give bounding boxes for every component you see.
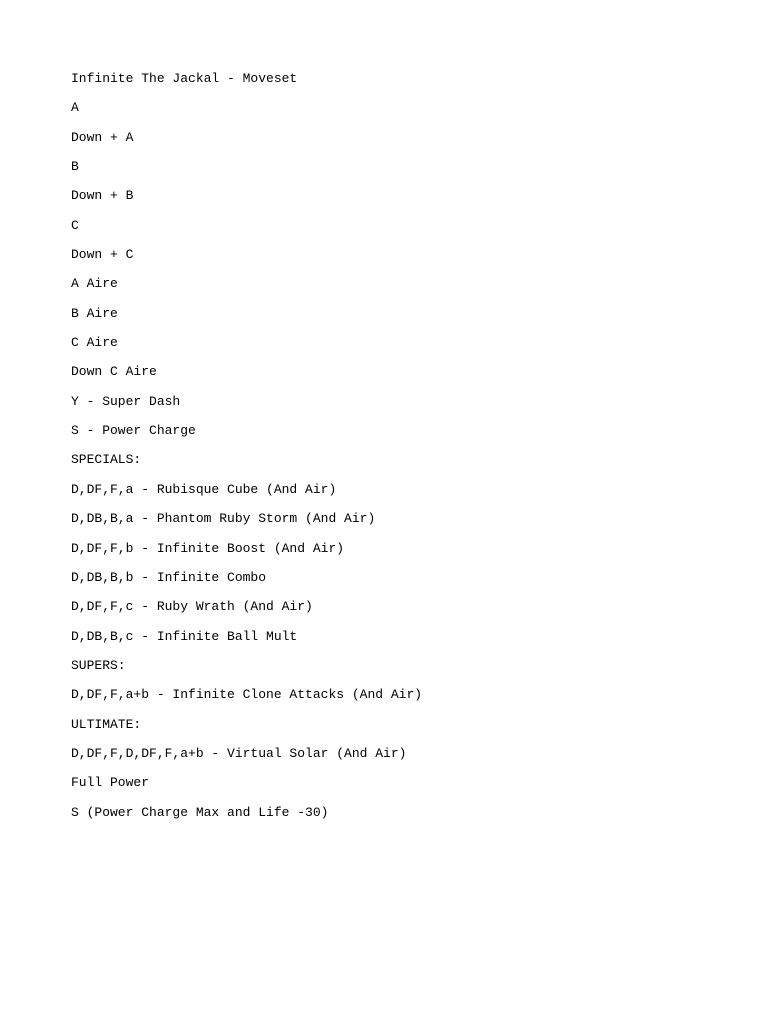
move-line: Down + B (71, 188, 134, 204)
move-line: Down + C (71, 247, 134, 263)
special-move-line: D,DB,B,c - Infinite Ball Mult (71, 628, 298, 644)
special-move-line: D,DF,F,b - Infinite Boost (And Air) (71, 540, 345, 556)
super-move-line: D,DF,F,a+b - Infinite Clone Attacks (And Air) (71, 687, 423, 703)
move-line: A Aire (71, 276, 118, 292)
move-line: A (71, 100, 79, 116)
move-line: C (71, 217, 79, 233)
special-move-line: D,DB,B,b - Infinite Combo (71, 569, 267, 585)
move-line: S - Power Charge (71, 423, 196, 439)
special-move-line: D,DF,F,c - Ruby Wrath (And Air) (71, 599, 313, 615)
full-power-line: S (Power Charge Max and Life -30) (71, 804, 329, 820)
section-heading-supers: SUPERS: (71, 657, 126, 673)
section-heading-specials: SPECIALS: (71, 452, 142, 468)
move-line: Y - Super Dash (71, 393, 181, 409)
full-power-heading: Full Power (71, 775, 150, 791)
special-move-line: D,DB,B,a - Phantom Ruby Storm (And Air) (71, 511, 376, 527)
move-line: Down C Aire (71, 364, 157, 380)
section-heading-ultimate: ULTIMATE: (71, 716, 142, 732)
document-body (71, 70, 731, 833)
move-line: B (71, 159, 79, 175)
move-line: Down + A (71, 129, 134, 145)
move-line: C Aire (71, 335, 118, 351)
ultimate-move-line: D,DF,F,D,DF,F,a+b - Virtual Solar (And Air) (71, 745, 407, 761)
move-line: B Aire (71, 305, 118, 321)
special-move-line: D,DF,F,a - Rubisque Cube (And Air) (71, 481, 337, 497)
document-title: Infinite The Jackal - Moveset (71, 71, 298, 86)
